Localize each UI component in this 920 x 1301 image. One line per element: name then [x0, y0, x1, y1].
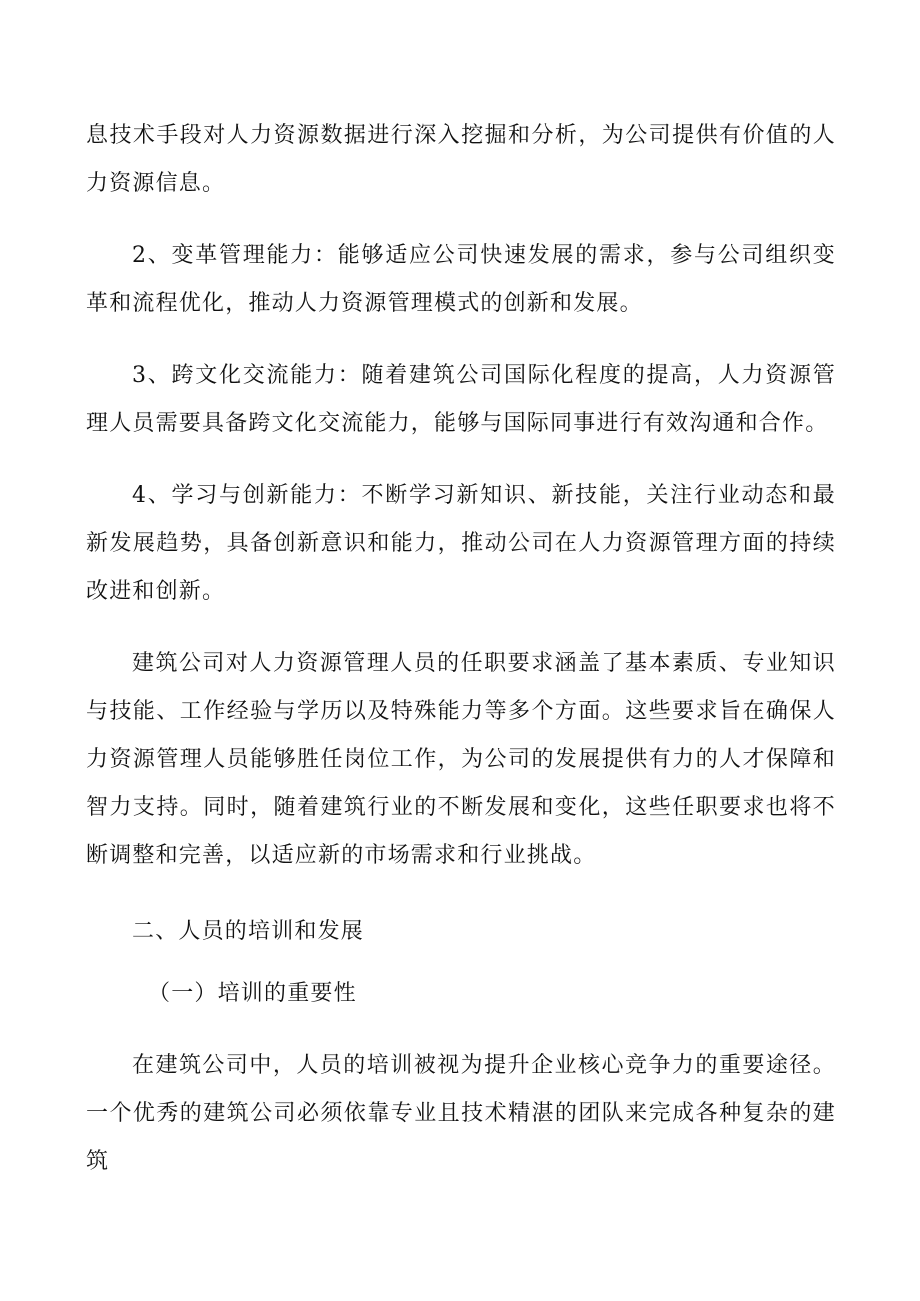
- paragraph-training-importance: 在建筑公司中，人员的培训被视为提升企业核心竞争力的重要途径。一个优秀的建筑公司必须依靠专业且技术精湛的团队来完成各种复杂的建筑: [86, 1053, 836, 1174]
- paragraph-continuation: 息技术手段对人力资源数据进行深入挖掘和分析，为公司提供有价值的人力资源信息。: [86, 123, 836, 196]
- document-body: [86, 112, 836, 1186]
- paragraph-cross-cultural: 3、跨文化交流能力：随着建筑公司国际化程度的提高，人力资源管理人员需要具备跨文化交流能力，能够与国际同事进行有效沟通和合作。: [86, 363, 836, 436]
- paragraph-learning-innovation: 4、学习与创新能力：不断学习新知识、新技能，关注行业动态和最新发展趋势，具备创新意识和能力，推动公司在人力资源管理方面的持续改进和创新。: [86, 483, 836, 604]
- section-heading: 二、人员的培训和发展: [132, 919, 365, 944]
- paragraph-summary: 建筑公司对人力资源管理人员的任职要求涵盖了基本素质、专业知识与技能、工作经验与学历以及特殊能力等多个方面。这些要求旨在确保人力资源管理人员能够胜任岗位工作，为公司的发展提供有力的人才保障和智力支持。同时，随着建筑行业的不断发展和变化，这些任职要求也将不断调整和完善，以适应新的市场需求和行业挑战。: [86, 651, 836, 868]
- paragraph-change-management: 2、变革管理能力：能够适应公司快速发展的需求，参与公司组织变革和流程优化，推动人力资源管理模式的创新和发展。: [86, 243, 836, 316]
- subsection-heading: （一）培训的重要性: [148, 981, 357, 1006]
